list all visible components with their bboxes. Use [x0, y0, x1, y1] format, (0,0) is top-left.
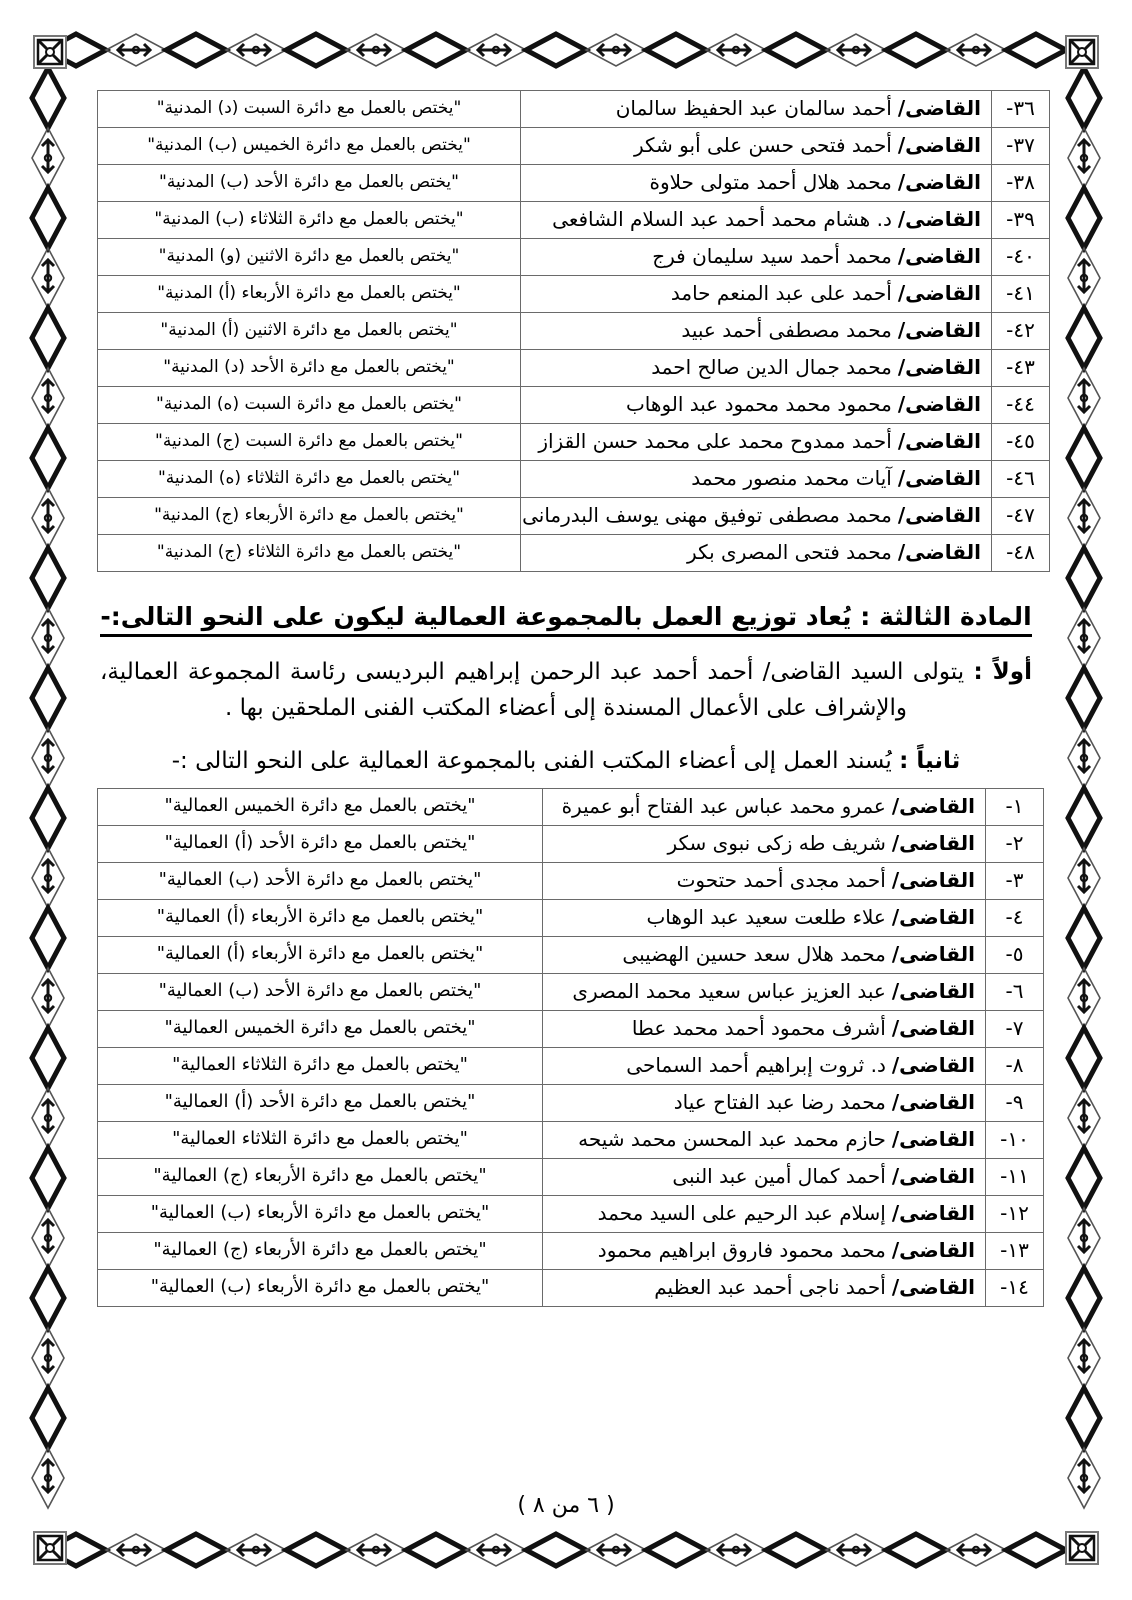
- row-number-cell: ٧-: [986, 1010, 1044, 1047]
- judge-title: القاضى/: [897, 429, 981, 453]
- table-row: [98, 424, 1050, 461]
- judge-name-cell: [521, 350, 992, 387]
- assignment-note-cell: "يختص بالعمل مع دائرة السبت (ج) المدنية": [98, 424, 521, 461]
- judge-name-cell: [543, 825, 986, 862]
- table-row: [98, 128, 1050, 165]
- table-row: [98, 1084, 1044, 1121]
- judge-name: محمد مصطفى أحمد عبيد: [681, 318, 892, 342]
- article-text: يُعاد توزيع العمل بالمجموعة العمالية ليكون على النحو التالى:-: [100, 602, 852, 631]
- assignment-note-cell: "يختص بالعمل مع دائرة الخميس العمالية": [98, 1010, 543, 1047]
- judge-title: القاضى/: [891, 1274, 975, 1299]
- judge-name: محمد جمال الدين صالح احمد: [651, 355, 892, 379]
- assignment-note-cell: "يختص بالعمل مع دائرة الثلاثاء العمالية": [98, 1047, 543, 1084]
- judge-title: القاضى/: [897, 392, 981, 416]
- assignment-note-cell: "يختص بالعمل مع دائرة الأربعاء (ج) العمالية": [98, 1232, 543, 1269]
- row-number-cell: ٣٦-: [992, 91, 1050, 128]
- row-number-cell: ٤٢-: [992, 313, 1050, 350]
- table-row: [98, 862, 1044, 899]
- judge-name: محمد محمود فاروق ابراهيم محمود: [597, 1237, 886, 1262]
- judge-name: حازم محمد عبد المحسن محمد شيحه: [578, 1126, 886, 1151]
- row-number-cell: ١٢-: [986, 1195, 1044, 1232]
- judge-title: القاضى/: [891, 941, 975, 966]
- judge-title: القاضى/: [897, 133, 981, 157]
- judge-name: أحمد ناجى أحمد عبد العظيم: [654, 1274, 886, 1299]
- row-number-cell: ٤٦-: [992, 461, 1050, 498]
- judge-name-cell: [521, 387, 992, 424]
- judge-name: أحمد فتحى حسن على أبو شكر: [633, 133, 892, 157]
- assignment-note-cell: "يختص بالعمل مع دائرة الاثنين (أ) المدنية": [98, 313, 521, 350]
- row-number-cell: ١١-: [986, 1158, 1044, 1195]
- assignment-note-cell: "يختص بالعمل مع دائرة الأحد (ب) العمالية": [98, 862, 543, 899]
- judge-title: القاضى/: [897, 466, 981, 490]
- border-corner-bottom-left: [28, 1526, 72, 1570]
- judge-name: أشرف محمود أحمد محمد عطا: [631, 1015, 886, 1040]
- judge-title: القاضى/: [897, 281, 981, 305]
- article-label: المادة الثالثة: [878, 602, 1032, 631]
- judge-title: القاضى/: [897, 318, 981, 342]
- table-row: [98, 936, 1044, 973]
- judge-name-cell: [543, 1010, 986, 1047]
- row-number-cell: ٥-: [986, 936, 1044, 973]
- judge-name-cell: [543, 936, 986, 973]
- table-row: [98, 313, 1050, 350]
- judge-name-cell: [543, 1047, 986, 1084]
- border-edge-top: [66, 30, 1066, 70]
- judge-name: محمد رضا عبد الفتاح عياد: [673, 1089, 886, 1114]
- judge-title: القاضى/: [891, 1015, 975, 1040]
- row-number-cell: ٦-: [986, 973, 1044, 1010]
- judge-name: أحمد مجدى أحمد حتحوت: [676, 867, 886, 892]
- judge-name: محمد فتحى المصرى بكر: [687, 540, 892, 564]
- table-row: [98, 535, 1050, 572]
- table-row: [98, 387, 1050, 424]
- row-number-cell: ٤٧-: [992, 498, 1050, 535]
- table-row: [98, 973, 1044, 1010]
- judge-title: القاضى/: [891, 793, 975, 818]
- border-corner-top-left: [28, 30, 72, 74]
- judge-name-cell: [543, 1269, 986, 1306]
- judge-title: القاضى/: [897, 355, 981, 379]
- assignment-note-cell: "يختص بالعمل مع دائرة الأربعاء (ج) العمالية": [98, 1158, 543, 1195]
- assignment-note-cell: "يختص بالعمل مع دائرة الثلاثاء (ب) المدنية": [98, 202, 521, 239]
- assignment-note-cell: "يختص بالعمل مع دائرة الاثنين (و) المدنية": [98, 239, 521, 276]
- civil-group-table-body: [98, 91, 1050, 572]
- table-row: [98, 91, 1050, 128]
- clause-second-label: ثانياً :: [899, 748, 961, 775]
- judge-name: محمد مصطفى توفيق مهنى يوسف البدرمانى: [522, 503, 892, 527]
- row-number-cell: ٩-: [986, 1084, 1044, 1121]
- judge-name-cell: [543, 899, 986, 936]
- row-number-cell: ٤٨-: [992, 535, 1050, 572]
- judge-name: محمد هلال سعد حسين الهضيبى: [622, 941, 886, 966]
- judge-title: القاضى/: [897, 540, 981, 564]
- judge-name: شريف طه زكى نبوى سكر: [667, 830, 886, 855]
- judge-name-cell: [521, 498, 992, 535]
- page-number-footer: ( ٦ من ٨ ): [517, 1493, 615, 1518]
- table-row: [98, 1232, 1044, 1269]
- assignment-note-cell: "يختص بالعمل مع دائرة الأحد (ب) المدنية": [98, 165, 521, 202]
- table-row: [98, 202, 1050, 239]
- judge-title: القاضى/: [891, 978, 975, 1003]
- clause-first-text: يتولى السيد القاضى/ أحمد أحمد عبد الرحمن إبراهيم البرديسى رئاسة المجموعة العمالية، والإشراف على الأعمال المسندة إلى أعضاء المكتب الفنى الملحقين بها .: [100, 659, 974, 721]
- article-heading: [82, 602, 1050, 639]
- judge-name-cell: [543, 1232, 986, 1269]
- judge-name-cell: [543, 973, 986, 1010]
- judge-title: القاضى/: [891, 867, 975, 892]
- judge-name: أحمد على عبد المنعم حامد: [670, 281, 892, 305]
- table-row: [98, 1269, 1044, 1306]
- judge-name-cell: [521, 535, 992, 572]
- judge-name: د. ثروت إبراهيم أحمد السماحى: [626, 1052, 886, 1077]
- table-row: [98, 1158, 1044, 1195]
- article-separator: :: [851, 602, 879, 631]
- row-number-cell: ٨-: [986, 1047, 1044, 1084]
- judge-name: عبد العزيز عباس سعيد محمد المصرى: [572, 978, 886, 1003]
- civil-group-table: [97, 90, 1050, 572]
- row-number-cell: ١-: [986, 788, 1044, 825]
- judge-name: أحمد ممدوح محمد على محمد حسن القزاز: [538, 429, 892, 453]
- judge-title: القاضى/: [891, 904, 975, 929]
- judge-name-cell: [521, 239, 992, 276]
- assignment-note-cell: "يختص بالعمل مع دائرة الأربعاء (ج) المدنية": [98, 498, 521, 535]
- row-number-cell: ٤٥-: [992, 424, 1050, 461]
- table-row: [98, 1121, 1044, 1158]
- row-number-cell: ٤١-: [992, 276, 1050, 313]
- assignment-note-cell: "يختص بالعمل مع دائرة الأحد (أ) العمالية": [98, 825, 543, 862]
- judge-name-cell: [543, 1084, 986, 1121]
- judge-name-cell: [543, 1158, 986, 1195]
- table-row: [98, 165, 1050, 202]
- border-corner-bottom-right: [1060, 1526, 1104, 1570]
- judge-title: القاضى/: [891, 1237, 975, 1262]
- assignment-note-cell: "يختص بالعمل مع دائرة الخميس (ب) المدنية": [98, 128, 521, 165]
- judge-name-cell: [521, 128, 992, 165]
- table-row: [98, 788, 1044, 825]
- assignment-note-cell: "يختص بالعمل مع دائرة الأحد (أ) العمالية": [98, 1084, 543, 1121]
- row-number-cell: ٣٨-: [992, 165, 1050, 202]
- clause-second: [100, 744, 1032, 780]
- judge-name: إسلام عبد الرحيم على السيد محمد: [597, 1200, 886, 1225]
- row-number-cell: ١٠-: [986, 1121, 1044, 1158]
- page-content: [82, 90, 1050, 1307]
- judge-name-cell: [543, 862, 986, 899]
- judge-name-cell: [543, 788, 986, 825]
- row-number-cell: ٤٤-: [992, 387, 1050, 424]
- judge-name: علاء طلعت سعيد عبد الوهاب: [646, 904, 886, 929]
- row-number-cell: ٣٩-: [992, 202, 1050, 239]
- assignment-note-cell: "يختص بالعمل مع دائرة الأربعاء (ب) العمالية": [98, 1195, 543, 1232]
- clause-first-label: أولاً :: [973, 659, 1032, 685]
- judge-name: آيات محمد منصور محمد: [691, 466, 892, 490]
- judge-name: أحمد كمال أمين عبد النبى: [672, 1163, 886, 1188]
- judge-name-cell: [521, 313, 992, 350]
- row-number-cell: ٢-: [986, 825, 1044, 862]
- table-row: [98, 350, 1050, 387]
- row-number-cell: ٤٠-: [992, 239, 1050, 276]
- judge-title: القاضى/: [897, 503, 981, 527]
- assignment-note-cell: "يختص بالعمل مع دائرة الأحد (ب) العمالية": [98, 973, 543, 1010]
- judge-name-cell: [543, 1195, 986, 1232]
- clause-first: [100, 655, 1032, 726]
- judge-title: القاضى/: [891, 1126, 975, 1151]
- assignment-note-cell: "يختص بالعمل مع دائرة الأحد (د) المدنية": [98, 350, 521, 387]
- assignment-note-cell: "يختص بالعمل مع دائرة الأربعاء (ب) العمالية": [98, 1269, 543, 1306]
- table-row: [98, 1047, 1044, 1084]
- row-number-cell: ٤-: [986, 899, 1044, 936]
- assignment-note-cell: "يختص بالعمل مع دائرة السبت (د) المدنية": [98, 91, 521, 128]
- judge-title: القاضى/: [891, 1163, 975, 1188]
- judge-name-cell: [521, 424, 992, 461]
- judge-name: محمد هلال أحمد متولى حلاوة: [649, 170, 892, 194]
- table-row: [98, 1195, 1044, 1232]
- judge-name: أحمد سالمان عبد الحفيظ سالمان: [615, 96, 892, 120]
- table-row: [98, 825, 1044, 862]
- assignment-note-cell: "يختص بالعمل مع دائرة الثلاثاء العمالية": [98, 1121, 543, 1158]
- table-row: [98, 239, 1050, 276]
- table-row: [98, 461, 1050, 498]
- judge-title: القاضى/: [897, 244, 981, 268]
- judge-name: محمود محمد محمود عبد الوهاب: [625, 392, 892, 416]
- judge-name: د. هشام محمد أحمد عبد السلام الشافعى: [552, 207, 892, 231]
- border-edge-bottom: [66, 1530, 1066, 1570]
- row-number-cell: ٣-: [986, 862, 1044, 899]
- judge-name-cell: [521, 276, 992, 313]
- row-number-cell: ٣٧-: [992, 128, 1050, 165]
- assignment-note-cell: "يختص بالعمل مع دائرة الأربعاء (أ) المدنية": [98, 276, 521, 313]
- judge-name-cell: [521, 91, 992, 128]
- assignment-note-cell: "يختص بالعمل مع دائرة الخميس العمالية": [98, 788, 543, 825]
- judge-title: القاضى/: [891, 1200, 975, 1225]
- border-corner-top-right: [1060, 30, 1104, 74]
- table-row: [98, 276, 1050, 313]
- judge-title: القاضى/: [891, 1052, 975, 1077]
- assignment-note-cell: "يختص بالعمل مع دائرة الثلاثاء (ه) المدنية": [98, 461, 521, 498]
- judge-name-cell: [521, 461, 992, 498]
- row-number-cell: ١٤-: [986, 1269, 1044, 1306]
- judge-title: القاضى/: [891, 1089, 975, 1114]
- assignment-note-cell: "يختص بالعمل مع دائرة السبت (ه) المدنية": [98, 387, 521, 424]
- table-row: [98, 1010, 1044, 1047]
- judge-title: القاضى/: [897, 207, 981, 231]
- border-edge-left: [28, 68, 68, 1532]
- row-number-cell: ٤٣-: [992, 350, 1050, 387]
- assignment-note-cell: "يختص بالعمل مع دائرة الثلاثاء (ج) المدنية": [98, 535, 521, 572]
- row-number-cell: ١٣-: [986, 1232, 1044, 1269]
- assignment-note-cell: "يختص بالعمل مع دائرة الأربعاء (أ) العمالية": [98, 899, 543, 936]
- table-row: [98, 498, 1050, 535]
- judge-name: محمد أحمد سيد سليمان فرج: [652, 244, 892, 268]
- judge-title: القاضى/: [897, 96, 981, 120]
- labour-group-table: [97, 788, 1044, 1307]
- assignment-note-cell: "يختص بالعمل مع دائرة الأربعاء (أ) العمالية": [98, 936, 543, 973]
- clause-second-text: يُسند العمل إلى أعضاء المكتب الفنى بالمجموعة العمالية على النحو التالى :-: [171, 748, 900, 775]
- judge-name: عمرو محمد عباس عبد الفتاح أبو عميرة: [561, 793, 886, 818]
- judge-name-cell: [543, 1121, 986, 1158]
- judge-title: القاضى/: [891, 830, 975, 855]
- labour-group-table-body: [98, 788, 1044, 1306]
- judge-name-cell: [521, 165, 992, 202]
- judge-title: القاضى/: [897, 170, 981, 194]
- border-edge-right: [1064, 68, 1104, 1532]
- table-row: [98, 899, 1044, 936]
- judge-name-cell: [521, 202, 992, 239]
